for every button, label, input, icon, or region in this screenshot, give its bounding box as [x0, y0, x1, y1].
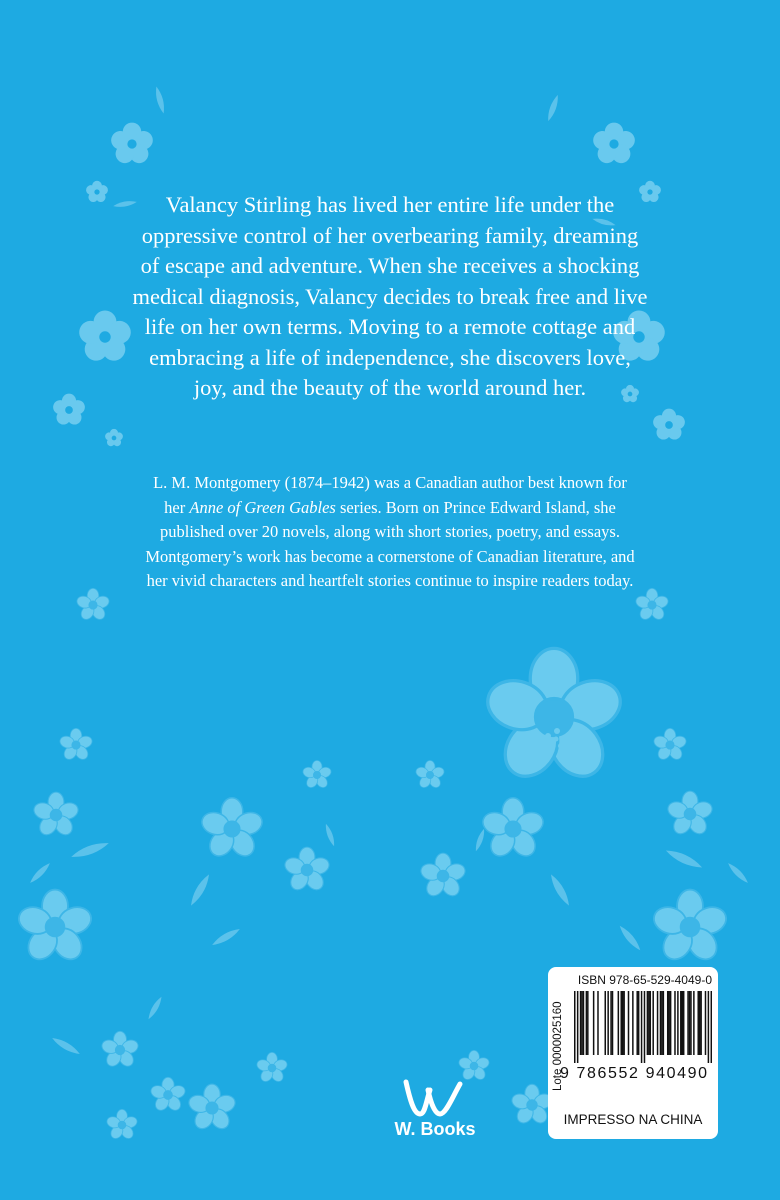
barcode-bar [577, 991, 579, 1063]
barcode-bar [583, 991, 585, 1055]
barcode-bar [622, 991, 624, 1055]
isbn-label: ISBN 978-65-529-4049-0 [577, 973, 712, 987]
barcode-bar [699, 991, 701, 1055]
barcode-bar [690, 991, 692, 1055]
barcode-number: 9 786552 940490 [560, 1065, 709, 1082]
barcode-bar [652, 991, 654, 1055]
barcode-bar [661, 991, 663, 1055]
barcode-bar [628, 991, 630, 1055]
barcode-bar [586, 991, 588, 1055]
barcode-bar [644, 991, 646, 1063]
barcode-bar [680, 991, 682, 1055]
barcode-bar [612, 991, 614, 1055]
barcode-bar [636, 991, 638, 1055]
barcode-bar [641, 991, 643, 1063]
barcode-bar [618, 991, 620, 1055]
barcode-bar [587, 991, 589, 1055]
barcode-bar [593, 991, 595, 1055]
barcode-bar [660, 991, 662, 1055]
barcode-bar [650, 991, 652, 1055]
barcode-bar [670, 991, 672, 1055]
barcode-panel [548, 967, 718, 1139]
author-bio [145, 471, 635, 594]
barcode-bar [605, 991, 607, 1055]
barcode-bar [623, 991, 625, 1055]
barcode-bar [667, 991, 669, 1055]
barcode-bar [620, 991, 622, 1055]
barcode-bar [674, 991, 676, 1055]
printed-in-label: IMPRESSO NA CHINA [563, 1112, 703, 1127]
barcode-bar [597, 991, 599, 1055]
bio-text-end: series. Born on Prince Edward Island, she published over 20 novels, along with short stories, poetry, and essays. Montgomery’s work has become a cornerstone of Canadian literature, and her vivid characters and heartfelt stories continue to inspire readers today. [145, 497, 635, 590]
barcode-bar [638, 991, 640, 1055]
barcode-bar [632, 991, 634, 1055]
barcode-bar [697, 991, 699, 1055]
barcode-bar [647, 991, 649, 1055]
barcode-bar [648, 991, 650, 1055]
barcode-bar [683, 991, 685, 1055]
barcode-bar [700, 991, 702, 1055]
publisher-name: W. Books [394, 1119, 476, 1139]
barcode-bars [574, 991, 712, 1063]
synopsis-text: Valancy Stirling has lived her entire life under the oppressive control of her overbearing family, dreaming of escape and adventure. When she receives a shocking medical diagnosis, Valancy decides to break free and live life on her own terms. Moving to a remote cottage and embracing a life of independence, she discovers love, joy, and the beauty of the world around her. [132, 192, 648, 400]
lote-label: Lote 0000025160 [552, 1001, 564, 1091]
barcode-bar [708, 991, 710, 1063]
w-books-logo-icon [398, 1078, 468, 1118]
barcode-bar [711, 991, 712, 1063]
series-title: Anne of Green Gables [189, 497, 336, 517]
barcode-bar [657, 991, 659, 1055]
bio-text-start: L. M. Montgomery (1874–1942) was a Canadian author best known for her [153, 473, 627, 517]
barcode-bar [693, 991, 695, 1055]
barcode-bar [581, 991, 583, 1055]
barcode-bar [580, 991, 582, 1055]
barcode-bar [574, 991, 576, 1063]
barcode-bar [610, 991, 612, 1055]
barcode-bar [663, 991, 665, 1055]
barcode-bar [705, 991, 707, 1055]
barcode-bar [607, 991, 609, 1055]
barcode-bar [681, 991, 683, 1055]
barcode-bar [677, 991, 679, 1055]
barcode-bar [668, 991, 670, 1055]
barcode-bar [687, 991, 689, 1055]
barcode-bar [689, 991, 691, 1055]
